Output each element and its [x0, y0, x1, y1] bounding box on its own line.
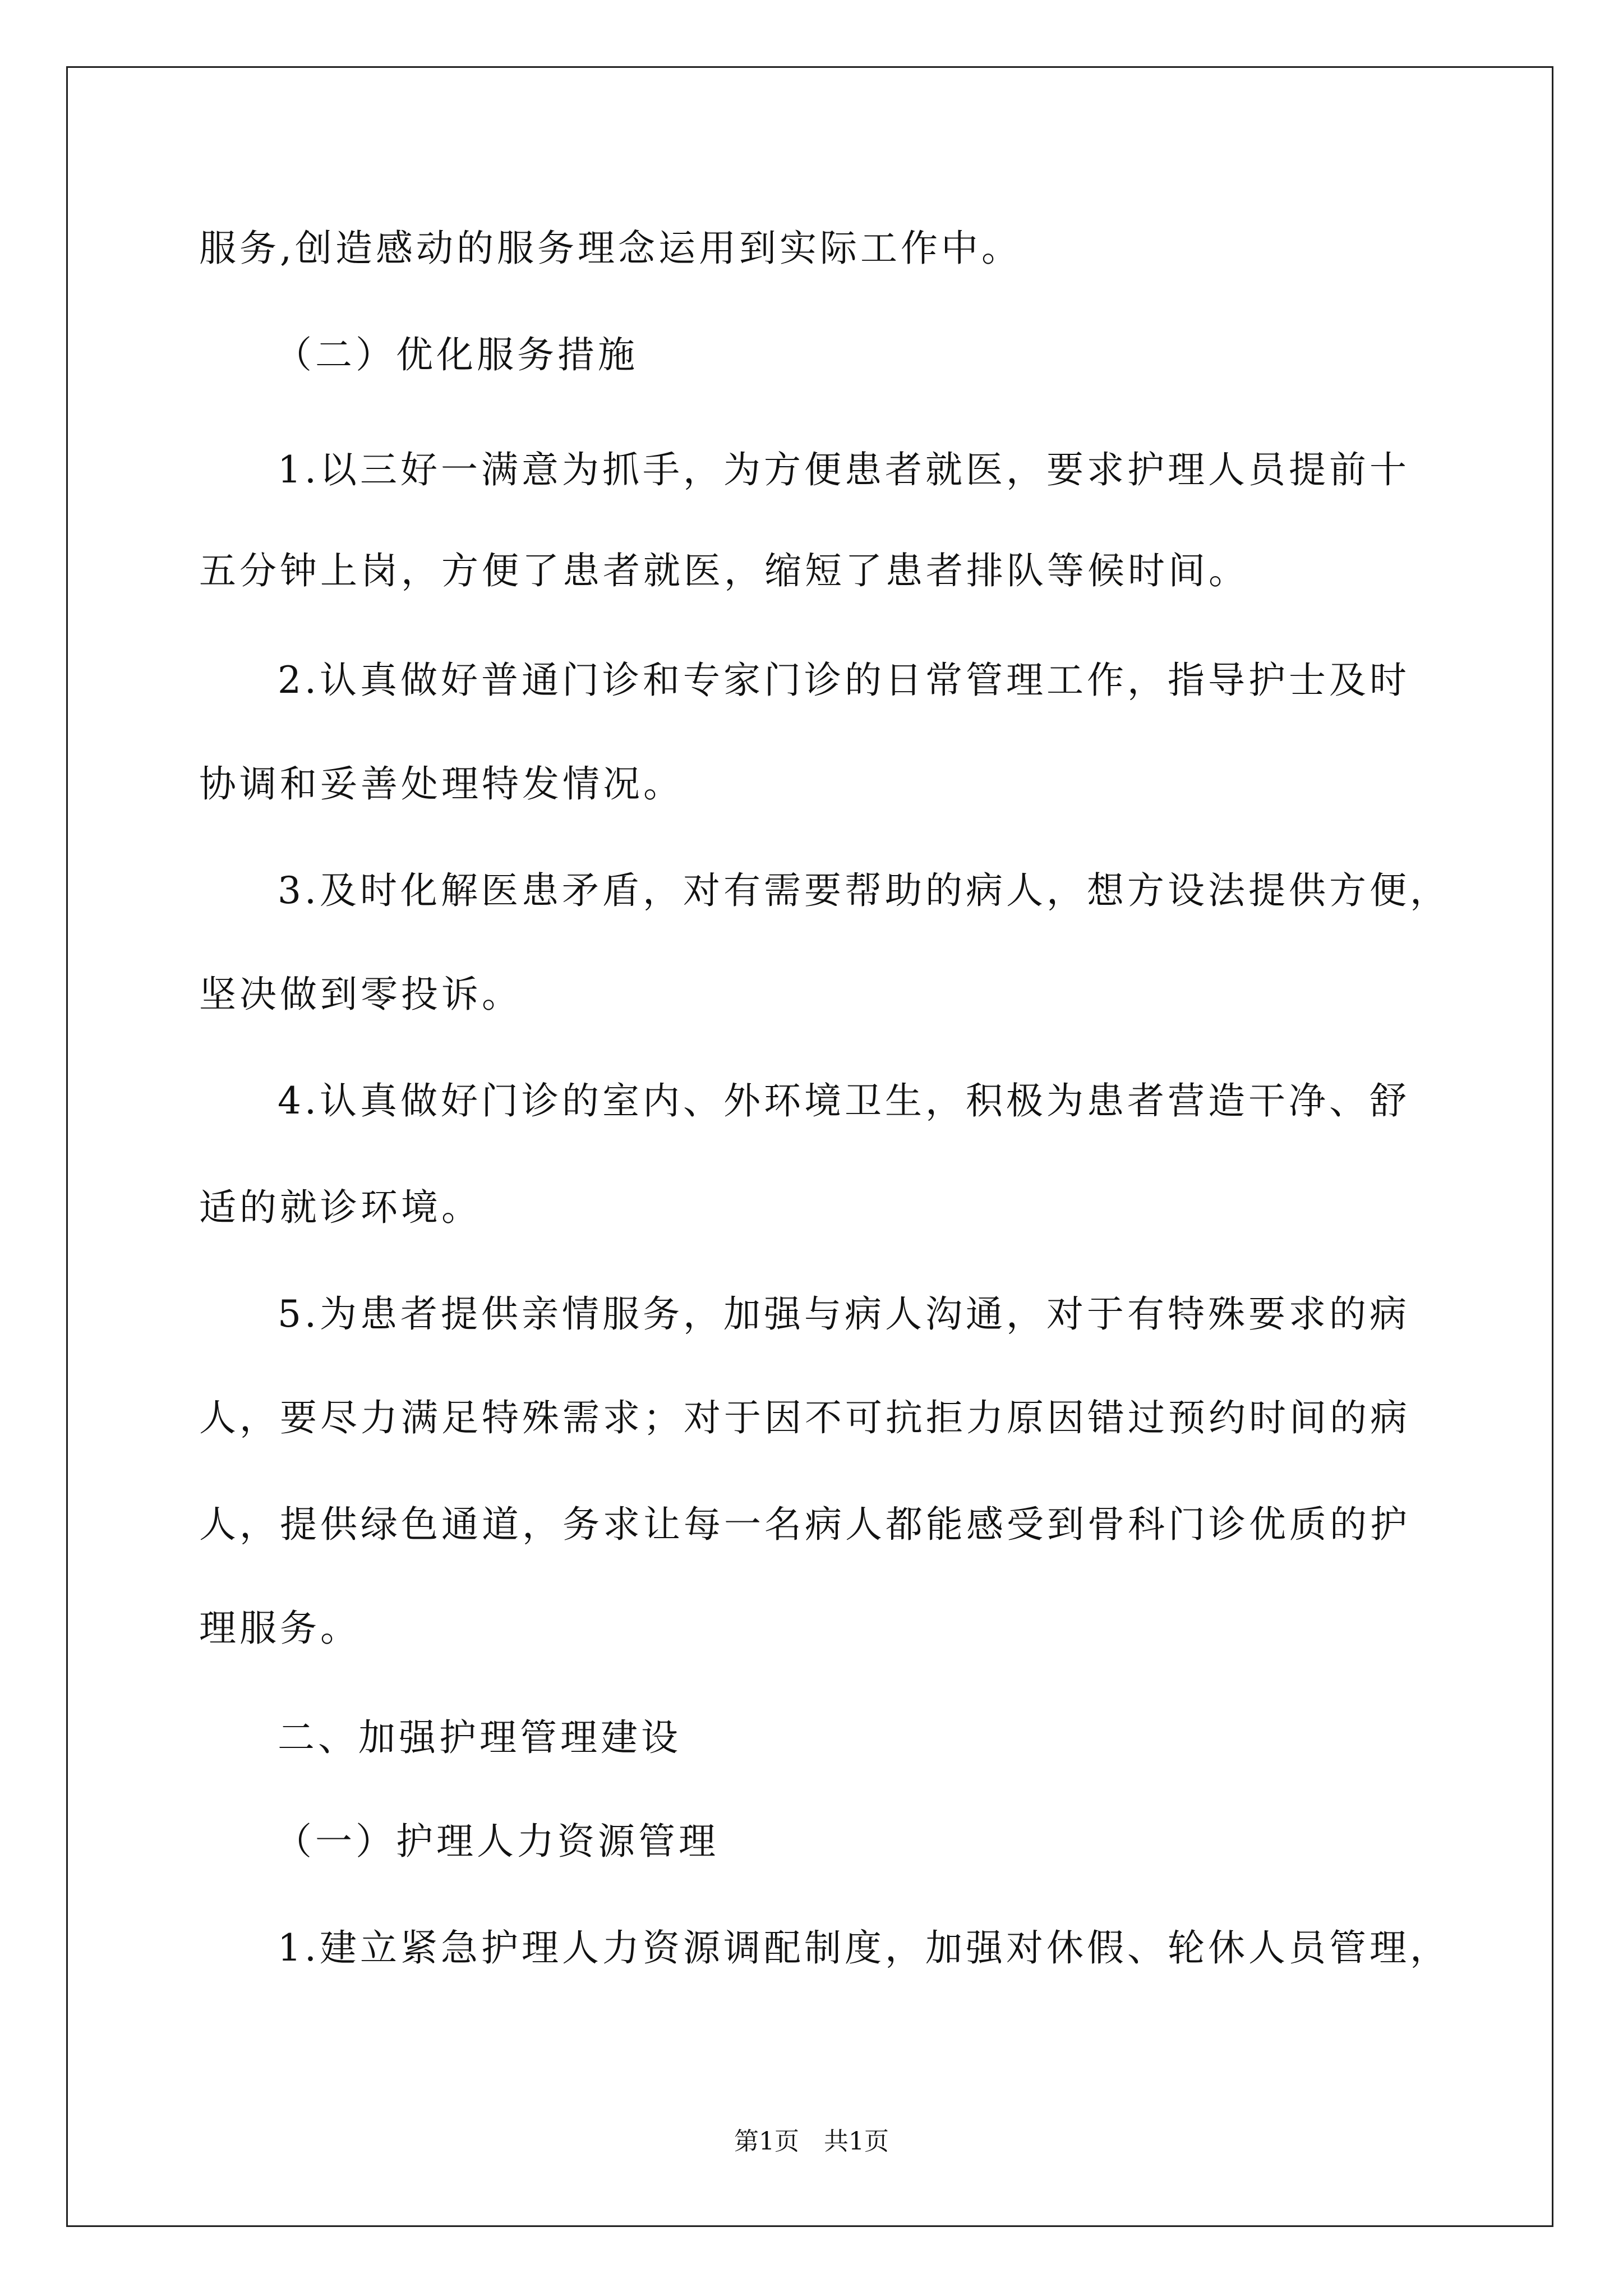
text-line-10: 适的就诊环境。 — [199, 1186, 482, 1229]
text-line-1: 服务,创造感动的服务理念运用到实际工作中。 — [199, 227, 1022, 270]
text-line-13: 人，提供绿色通道，务求让每一名病人都能感受到骨科门诊优质的护 — [199, 1503, 1410, 1546]
text-line-11: 5.为患者提供亲情服务，加强与病人沟通，对于有特殊要求的病 — [278, 1292, 1410, 1336]
text-line-9: 4.认真做好门诊的室内、外环境卫生，积极为患者营造干净、舒 — [278, 1079, 1410, 1122]
text-line-8: 坚决做到零投诉。 — [199, 973, 522, 1016]
page-footer: 第1页 共1页 — [734, 2127, 889, 2156]
text-line-17: 1.建立紧急护理人力资源调配制度，加强对休假、轮休人员管理， — [278, 1926, 1450, 1970]
text-line-12: 人，要尽力满足特殊需求；对于因不可抗拒力原因错过预约时间的病 — [199, 1396, 1410, 1439]
section-heading-16: （一）护理人力资源管理 — [275, 1820, 719, 1863]
section-heading-2: （二）优化服务措施 — [275, 333, 638, 376]
text-line-3: 1.以三好一满意为抓手，为方便患者就医，要求护理人员提前十 — [278, 448, 1410, 491]
section-heading-15: 二、加强护理管理建设 — [278, 1716, 681, 1759]
text-line-14: 理服务。 — [199, 1607, 361, 1650]
text-line-4: 五分钟上岗，方便了患者就医，缩短了患者排队等候时间。 — [199, 549, 1249, 592]
text-line-6: 协调和妥善处理特发情况。 — [199, 762, 684, 806]
page-border — [66, 66, 1553, 2227]
text-line-7: 3.及时化解医患矛盾，对有需要帮助的病人，想方设法提供方便， — [278, 869, 1450, 912]
text-line-5: 2.认真做好普通门诊和专家门诊的日常管理工作，指导护士及时 — [278, 659, 1410, 702]
